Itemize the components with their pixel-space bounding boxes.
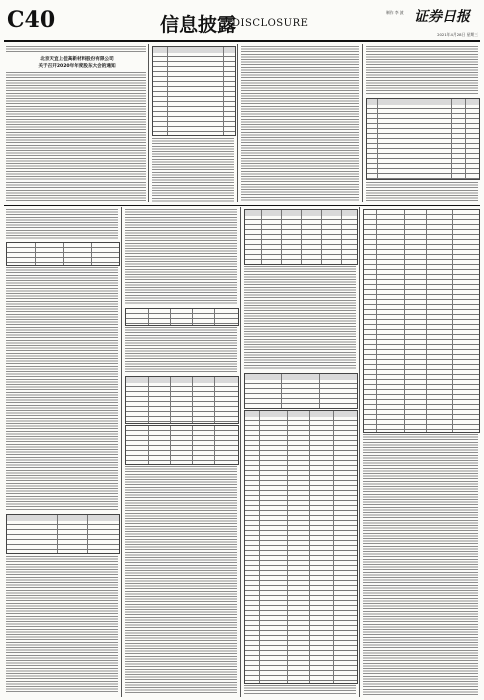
col1-table-1: [6, 242, 120, 266]
col2-table-1: [125, 308, 239, 326]
column-divider: [359, 207, 360, 697]
col1-text-top: [6, 209, 118, 239]
notice-body-text-2: [6, 182, 146, 202]
col3-large-table: [244, 410, 358, 684]
date-line: 2021年4月28日 星期三: [437, 32, 478, 37]
proposal-table: [152, 46, 236, 136]
column-divider: [148, 44, 149, 202]
notice-header-lines: [6, 46, 146, 54]
right-top-text-2: [366, 182, 478, 202]
section-title: 信息披露: [160, 14, 237, 36]
col1-table-2: [6, 514, 120, 554]
col3-table-2: [244, 373, 358, 409]
masthead: [0, 0, 484, 42]
col2-table-3: [125, 425, 239, 465]
col2-text-bottom: [125, 466, 237, 694]
column-divider: [121, 207, 122, 697]
section-title-english: DISCLOSURE: [232, 18, 309, 29]
col3-text-mid: [244, 266, 356, 370]
col4-large-table: [363, 209, 480, 433]
right-top-table: [366, 98, 480, 180]
col1-text-body: [6, 267, 118, 510]
masthead-rule: [4, 40, 480, 42]
col2-text-top: [125, 209, 237, 305]
middle-top-text: [152, 138, 234, 202]
center-right-text: [241, 46, 359, 202]
column-divider: [240, 207, 241, 697]
col1-text-bottom: [6, 556, 118, 694]
notice-company: 北京天宜上佳高新材料股份有限公司: [40, 57, 114, 62]
column-divider: [362, 44, 363, 202]
paper-logo: 证券日报: [414, 9, 470, 25]
editor-info: 制作 李 波: [386, 10, 404, 15]
page-code: C40: [7, 7, 56, 33]
col2-table-2: [125, 376, 239, 424]
section-rule: [4, 205, 480, 206]
col2-text-mid: [125, 327, 237, 373]
right-top-text: [366, 46, 478, 94]
notice-title: 关于召开2020年年度股东大会的通知: [38, 64, 116, 69]
column-divider: [237, 44, 238, 202]
col4-text-body: [363, 434, 478, 696]
col3-table-1: [244, 209, 358, 265]
col3-text-bottom: [244, 685, 356, 694]
notice-body-text: [6, 72, 146, 180]
